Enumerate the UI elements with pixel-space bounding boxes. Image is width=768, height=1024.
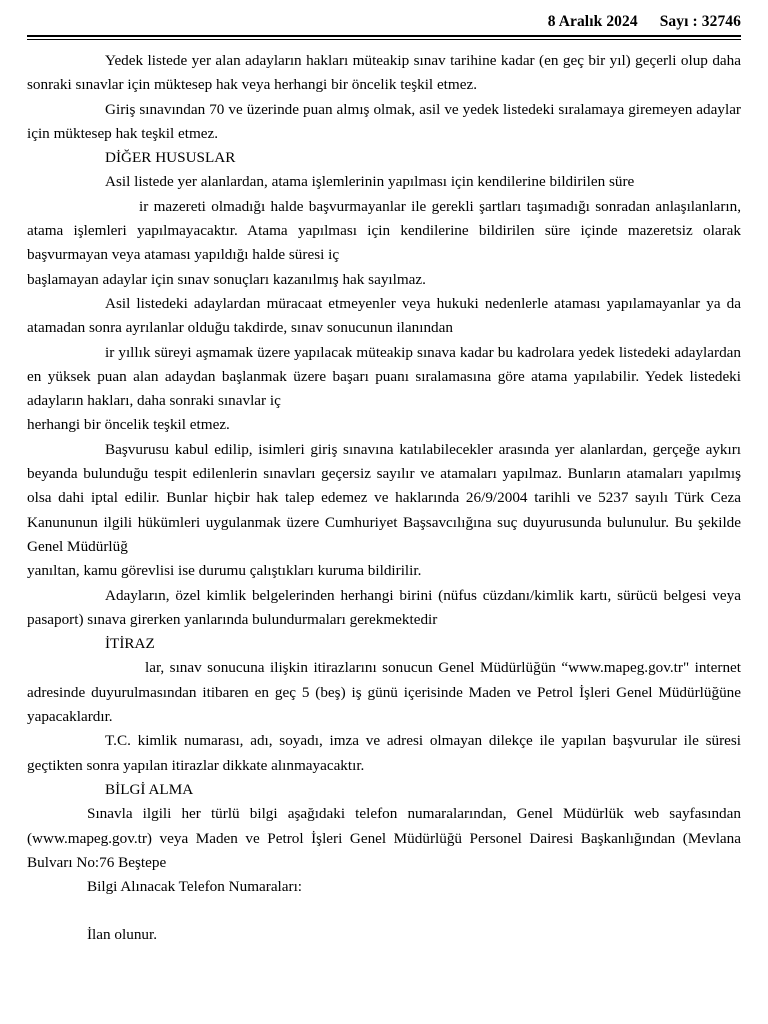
- paragraph-main-list-cont: ir mazereti olmadığı halde başvurmayanlar ile gerekli şartları taşımadığı sonradan anlaşılanların, atama işlemleri yapılmayacaktır. Atama yapılması için kendilerine bildirilen süre içinde mazeretsiz olarak başvurmayan veya ataması yapıldığı halde süresi iç: [27, 197, 741, 264]
- section-heading-information: BİLGİ ALMA: [105, 780, 194, 798]
- paragraph-false-declaration: Başvurusu kabul edilip, isimleri giriş sınavına katılabilecekler arasında yer alanlardan, gerçeğe aykırı beyanda bulunduğu tespit edilenlerin sınavları geçersiz sayılır ve atamaları yapılmaz. Bunların atamaları yapılmış olsa dahi iptal edilir. Bunlar hiçbir hak talep edemez ve haklarında 26/9/2004 tarihli ve 5237 sayılı Türk Ceza Kanununun ilgili hükümleri uygulanmak üzere Cumhuriyet Başsavcılığına suç duyurusunda bulunulur. Bu şekilde Genel Müdürlüğ: [27, 440, 741, 555]
- paragraph-invalid-petitions: T.C. kimlik numarası, adı, soyadı, imza ve adresi olmayan dilekçe ile yapılan başvurular ile süresi geçtikten sonra yapılan itirazlar dikkate alınmayacaktır.: [27, 732, 741, 774]
- paragraph-identity-documents: Adayların, özel kimlik belgelerinden herhangi birini (nüfus cüzdanı/kimlik kartı, sürücü belgesi veya pasaport) sınava girerken yanlarında bulundurmaları gerekmektedir: [27, 586, 741, 628]
- announcement-closing: İlan olunur.: [87, 926, 158, 944]
- header-rule-thin: [27, 39, 741, 40]
- header-rule-thick: [27, 35, 741, 37]
- paragraph-information-sources: Sınavla ilgili her türlü bilgi aşağıdaki telefon numaralarından, Genel Müdürlük web sayfasından (www.mapeg.gov.tr) veya Maden ve Petrol İşleri Genel Müdürlüğü Personel Dairesi Başkanlığından (Mevlana Bulvarı No:76 Beştepe: [27, 805, 741, 871]
- page-header: [27, 13, 741, 35]
- paragraph-non-applicants-end: herhangi bir öncelik teşkil etmez.: [27, 416, 230, 434]
- paragraph-non-applicants-cont: ir yıllık süreyi aşmamak üzere yapılacak müteakip sınava kadar bu kadrolara yedek listedeki adaylardan en yüksek puan alan adaydan başlanmak üzere başarı puanı sıralamasına göre atama yapılabilir. Yedek listedeki adayların hakları, daha sonraki sınavlar iç: [27, 343, 741, 410]
- gazette-issue-number: Sayı : 32746: [659, 13, 741, 30]
- paragraph-main-list-line1: Asil listede yer alanlardan, atama işlemlerinin yapılması için kendilerine bildirilen süre: [105, 173, 635, 191]
- section-heading-other-matters: DİĞER HUSUSLAR: [105, 149, 236, 167]
- paragraph-objection-procedure: lar, sınav sonucuna ilişkin itirazlarını sonucun Genel Müdürlüğün “www.mapeg.gov.tr" internet adresinde duyurulmasından itibaren en geç 5 (beş) iş günü içerisinde Maden ve Petrol İşleri Genel Müdürlüğüne yapacaklardır.: [27, 659, 741, 726]
- paragraph-main-list-end: başlamayan adaylar için sınav sonuçları kazanılmış hak sayılmaz.: [27, 270, 426, 288]
- document-body: [27, 49, 741, 948]
- section-heading-objection: İTİRAZ: [105, 635, 155, 653]
- paragraph-non-applicants: Asil listedeki adaylardan müracaat etmeyenler veya hukuki nedenlerle ataması yapılamayanlar ya da atamadan sonra ayrılanlar olduğu takdirde, sınav sonucunun ilanından: [27, 294, 741, 337]
- phone-numbers-label: Bilgi Alınacak Telefon Numaraları:: [87, 878, 303, 896]
- paragraph-score-threshold: Giriş sınavından 70 ve üzerinde puan almış olmak, asil ve yedek listedeki sıralamaya giremeyen adaylar için müktesep hak teşkil etmez.: [27, 100, 741, 142]
- paragraph-reserve-list-rights: Yedek listede yer alan adayların hakları müteakip sınav tarihine kadar (en geç bir yıl) geçerli olup daha sonraki sınavlar için müktesep hak veya herhangi bir öncelik teşkil etmez.: [27, 52, 741, 94]
- gazette-date: 8 Aralık 2024: [547, 13, 638, 30]
- spacer: [27, 899, 741, 923]
- paragraph-false-declaration-end: yanıltan, kamu görevlisi ise durumu çalıştıkları kuruma bildirilir.: [27, 562, 422, 580]
